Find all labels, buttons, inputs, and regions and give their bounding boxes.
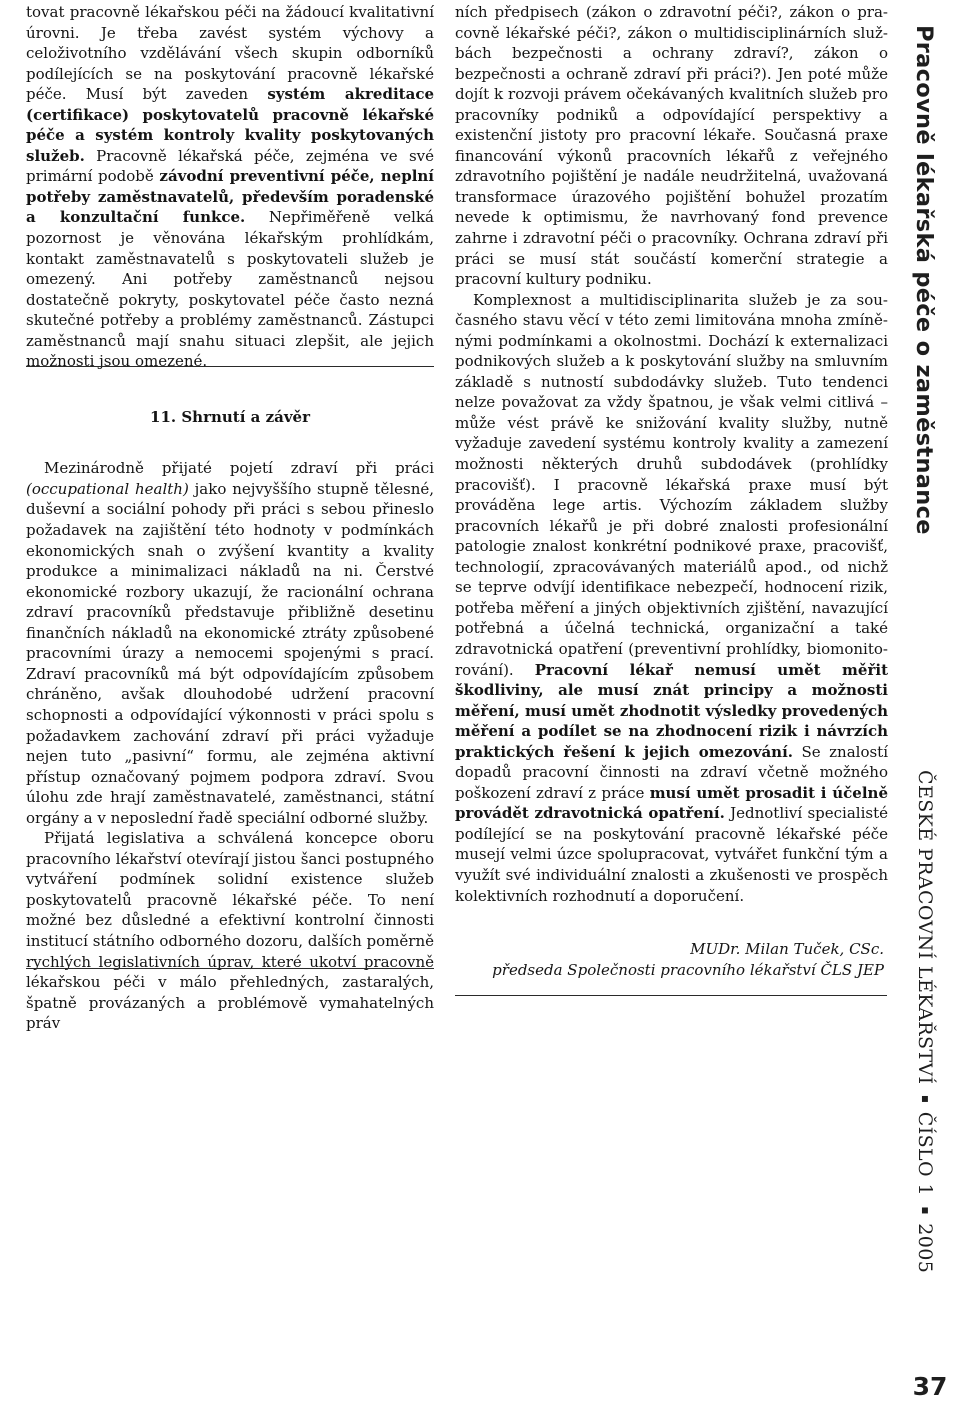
section-divider	[26, 366, 434, 367]
footer-divider-left	[26, 968, 434, 969]
footer-divider-right	[455, 995, 887, 996]
issue-label: ČÍSLO 1	[914, 1111, 936, 1196]
journal-name: ČESKÉ PRACOVNÍ LÉKAŘSTVÍ	[914, 770, 936, 1085]
sidebar	[900, 0, 960, 1415]
signature-name: MUDr. Milan Tuček, CSc.	[690, 940, 884, 959]
section-heading: 11. Shrnutí a závěr	[150, 407, 310, 426]
separator-square: ▪	[918, 1090, 932, 1106]
bold-text: musí umět prosadit i účelně provádět zdravotnická opatření.	[455, 783, 888, 823]
year-label: 2005	[914, 1223, 936, 1274]
right-column	[455, 2, 888, 980]
bold-text: závodní preventivní péče, neplní potřeby zaměstnavatelů, především poradenské a konzultační funkce.	[26, 167, 434, 227]
signature-role: předseda Společnosti pracovního lékařství ČLS JEP	[492, 960, 884, 979]
separator-square: ▪	[918, 1202, 932, 1217]
bold-text: Pracovní lékař nemusí umět měřit škodliviny, ale musí znát principy a možnosti měření, musí umět zhodnotit výsledky provedených měření a podílet se na zhodnocení rizik i návrzích praktických řešení k jejich omezování.	[455, 660, 888, 761]
bold-text: systém akreditace (certifikace) poskytovatelů pracovně lékařské péče a systém kontroly kvality poskytovaných služeb.	[26, 85, 434, 165]
left-paragraph-2: Mezinárodně přijaté pojetí zdraví při práci (occupational health) jako nejvyššího stupně tělesné, duševní a sociální pohody při práci s sebou přineslo požadavek na zajištění této hodnoty v podmínkách ekonomických snah o zvýšení kvantity a kvality produkce a minimalizaci nákladů na ni. Čerstvé ekonomické rozbory ukazují, že racionální ochrana zdraví pracovníků představuje přibližně desetinu finančních nákladů na ekonomické ztráty způsobené pracovními úrazy a nemocemi spojenými s prací. Zdraví pracovníků má být odpovídajícím způsobem chráněno, avšak dlouhodobé udržení pracovní schopnosti a odpovídající výkonnosti v práci spolu s požadavkem zachování zdraví při práci vyžaduje nejen tuto „pasivní“ formu, ale zejména aktivní přístup označovaný pojmem podpora zdraví. Svou úlohu zde hrají zaměstnavatelé, zaměstnanci, státní orgány a v neposlední řadě speciální odborné služby.	[26, 459, 435, 827]
italic-term: (occupational health)	[26, 479, 189, 498]
page-number: 37	[912, 1372, 948, 1401]
journal-info-vertical	[914, 770, 936, 1273]
left-paragraph-3: Přijatá legislativa a schválená koncepce oboru pracovního lékařství otevírají jistou šanci postupného vytváření podmínek solidní existence služeb poskytovatelů pracovně lékařské péče. To není možné bez důsledné a efektivní kontrolní činnosti institucí státního odborného dozoru, dalších poměrně rychlých legislativních úprav, které ukotví pracovně lékařskou péči v málo přehledných, zastaralých, špatně provázaných a problémově vymahatelných práv	[26, 829, 434, 1033]
section-title-vertical: Pracovně lékařská péče o zaměstnance	[911, 25, 937, 535]
right-paragraph-2: Komplexnost a multidisciplinarita služeb je za současného stavu věcí v této zemi limitována mnoha zmíněnými podmínkami a okolnostmi. Dochází k externalizaci podnikových služeb a k poskytování služby na smluvním základě s nutností subdodávky služeb. Tuto tendenci nelze považovat za vždy špatnou, je však velmi citlivá – může vést právě ke snižování kvality služby, nutně vyžaduje zavedení systému kontroly kvality a zamezení možnosti některých druhů subdodávek (prohlídky pracovišť). I pracovně lékařská praxe musí být prováděna lege artis. Výchozím základem služby pracovních lékařů je při dobré znalosti profesionální patologie znalost konkrétní podnikové praxe, pracovišť, technologií, zpracovávaných materiálů apod., od nichž se teprve odvíjí identifikace nebezpečí, hodnocení rizik, potřeba měření a jiných objektivních zjištění, navazující potřebná a účelná technická, organizační a také zdravotnická opatření (preventivní prohlídky, biomonitorování). Pracovní lékař nemusí umět měřit škodliviny, ale musí znát principy a možnosti měření, musí umět zhodnotit výsledky provedených měření a podílet se na zhodnocení rizik i návrzích praktických řešení k jejich omezování. Se znalostí dopadů pracovní činnosti na zdraví včetně možného poškození zdraví z práce musí umět prosadit i účelně provádět zdravotnická opatření. Jednotliví specialisté podílející se na poskytování pracovně lékařské péče musejí velmi úzce spolupracovat, vytvářet funkční tým a využít své individuální znalosti a zkušenosti ve prospěch kolektivních rozhodnutí a doporučení.	[455, 290, 889, 905]
right-paragraph-1: ních předpisech (zákon o zdravotní péči?, zákon o pracovně lékařské péči?, zákon o multidisciplinárních službách bezpečnosti a ochrany zdraví?, zákon o bezpečnosti a ochraně zdraví při práci?). Jen poté může dojít k rozvoji právem očekávaných kvalitních služeb pro pracovníky podniků a odpovídající perspektivy a existenční jistoty pro pracovní lékaře. Současná praxe financování výkonů pracovních lékařů z veřejného zdravotního pojištění je nadále neudržitelná, uvažovaná transformace úrazového pojištění bohužel prozatím nevede k optimismu, že navrhovaný fond prevence zahrne i zdravotní péči o pracovníky. Ochrana zdraví při práci se musí stát součástí komerční strategie a pracovní kultury podniku.	[455, 3, 888, 289]
left-column	[26, 2, 434, 1034]
left-paragraph-1: tovat pracovně lékařskou péči na žádoucí kvalitativní úrovni. Je třeba zavést systém výchovy a celoživotního vzdělávání všech skupin odborníků podílejících se na poskytování pracovně lékařské péče. Musí být zaveden systém akreditace (certifikace) poskytovatelů pracovně lékařské péče a systém kontroly kvality poskytovaných služeb. Pracovně lékařská péče, zejména ve své primární podobě závodní preventivní péče, neplní potřeby zaměstnavatelů, především poradenské a konzultační funkce. Nepřiměřeně velká pozornost je věnována lékařským prohlídkám, kontakt zaměstnavatelů s poskytovateli služeb je omezený. Ani potřeby zaměstnanců nejsou dostatečně pokryty, poskytovatel péče často nezná skutečné potřeby a problémy zaměstnanců. Zástupci zaměstnanců mají snahu situaci zlepšit, ale jejich možnosti jsou omezené.	[26, 3, 434, 371]
